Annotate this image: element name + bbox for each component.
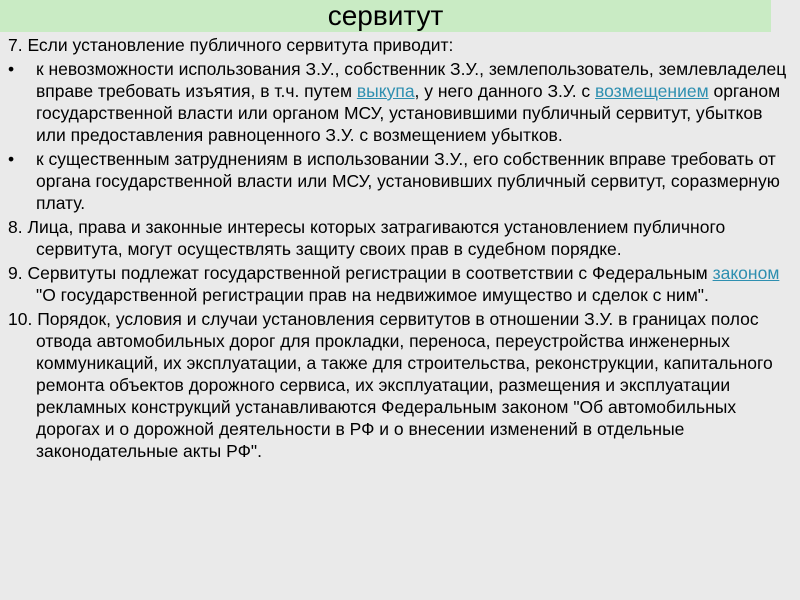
bullet-icon: • bbox=[8, 149, 15, 169]
bullet-item-2 bbox=[8, 148, 790, 214]
bullet-1-text-mid: , у него данного З.У. с bbox=[414, 81, 596, 101]
bullet-item-1 bbox=[8, 58, 790, 146]
slide-content bbox=[0, 34, 790, 462]
paragraph-8: 8. Лица, права и законные интересы которых затрагиваются установлением публичного сервитута, могут осуществлять защиту своих прав в судебном порядке. bbox=[8, 217, 726, 259]
paragraph-9 bbox=[8, 262, 790, 306]
bullet-2-text: к существенным затруднениям в использовании З.У., его собственник вправе требовать от органа государственной власти или МСУ, установивших публичный сервитут, соразмерную плату. bbox=[36, 149, 780, 213]
paragraph-7-intro: 7. Если установление публичного сервитута приводит: bbox=[8, 35, 454, 55]
bullet-1-text-before: к невозможности использования З.У., собственник З.У., землепользователь, землевладелец вправе требовать изъятия, в т.ч. путем bbox=[36, 59, 787, 101]
paragraph-9-text-after: "О государственной регистрации прав на недвижимое имущество и сделок с ним". bbox=[36, 285, 709, 305]
link-zakonom[interactable]: законом bbox=[712, 263, 780, 283]
bullet-icon: • bbox=[8, 59, 15, 79]
link-vykupa[interactable]: выкупа bbox=[356, 81, 415, 101]
paragraph-10: 10. Порядок, условия и случаи установления сервитутов в отношении З.У. в границах полос отвода автомобильных дорог для прокладки, переноса, переустройства инженерных коммуникаций, их эксплуатации, а также для строительства, реконструкции, капитального ремонта объектов дорожного сервиса, их эксплуатации, размещения и эксплуатации рекламных конструкций устанавливаются Федеральным законом "Об автомобильных дорогах и о дорожной деятельности в РФ и о внесении изменений в отдельные законодательные акты РФ". bbox=[8, 309, 773, 461]
paragraph-9-text-before: 9. Сервитуты подлежат государственной регистрации в соответствии с Федеральным bbox=[8, 263, 713, 283]
slide-title: сервитут bbox=[0, 0, 771, 32]
link-vozmeshcheniem[interactable]: возмещением bbox=[595, 81, 709, 101]
bullet-1-text-after: органом государственной власти или органом МСУ, установившими публичный сервитут, убытков или предоставления равноценного З.У. с возмещением убытков. bbox=[36, 81, 781, 145]
